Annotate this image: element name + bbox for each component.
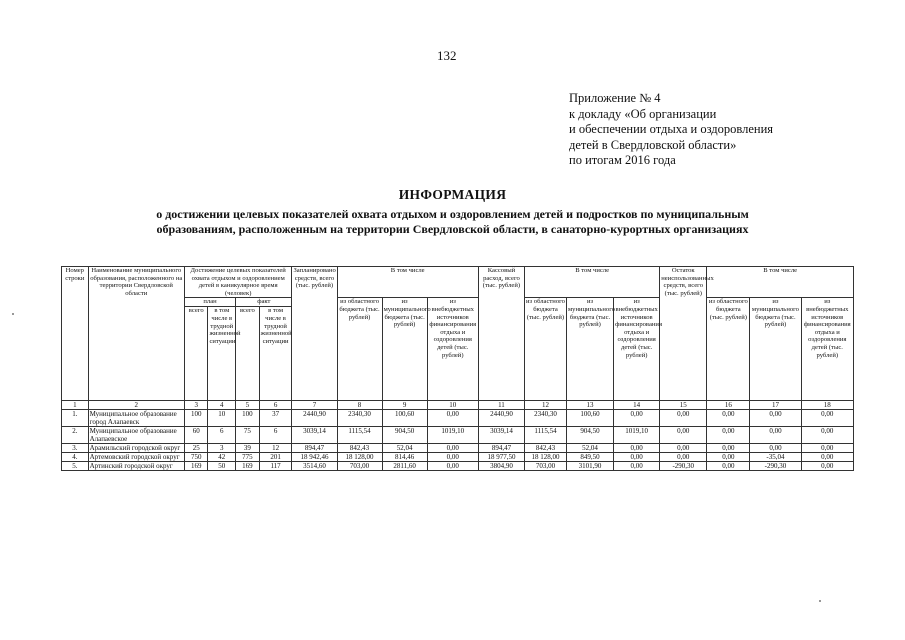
header-cr-regional: из областного бюджета (тыс. рублей) <box>524 298 566 401</box>
header-cash: Кассовый расход, всего (тыс. рублей) <box>478 267 524 401</box>
value-cell: -290,30 <box>660 462 707 471</box>
value-cell: 6 <box>259 427 292 444</box>
column-number: 13 <box>566 401 613 410</box>
value-cell: 18 128,00 <box>524 453 566 462</box>
value-cell: 0,00 <box>660 427 707 444</box>
value-cell: 25 <box>184 444 208 453</box>
table-body <box>62 410 854 471</box>
value-cell: 0,00 <box>660 444 707 453</box>
value-cell: 842,43 <box>524 444 566 453</box>
column-number: 11 <box>478 401 524 410</box>
appendix-line: и обеспечении отдыха и оздоровления <box>569 122 774 136</box>
appendix-line: Приложение № 4 <box>569 91 661 105</box>
value-cell: 814,46 <box>382 453 427 462</box>
column-number: 6 <box>259 401 292 410</box>
value-cell: 3804,90 <box>478 462 524 471</box>
value-cell: 1019,10 <box>427 427 478 444</box>
appendix-line: к докладу «Об организации <box>569 106 717 121</box>
value-cell: 18 942,46 <box>292 453 337 462</box>
header-pf-extra: из внебюджетных источников финансирования отдыха и оздоровления детей (тыс. рублей) <box>427 298 478 401</box>
value-cell: 0,00 <box>801 427 853 444</box>
value-cell: 0,00 <box>427 410 478 427</box>
value-cell: 894,47 <box>478 444 524 453</box>
value-cell: 894,47 <box>292 444 337 453</box>
value-cell: 169 <box>236 462 260 471</box>
header-fact-total: всего <box>236 307 260 401</box>
value-cell: 0,00 <box>660 410 707 427</box>
value-cell: 0,00 <box>801 462 853 471</box>
value-cell: 3514,60 <box>292 462 337 471</box>
value-cell: 1019,10 <box>614 427 660 444</box>
value-cell: 3 <box>208 444 236 453</box>
column-number: 5 <box>236 401 260 410</box>
value-cell: 39 <box>236 444 260 453</box>
value-cell: 169 <box>184 462 208 471</box>
header-name: Наименование муниципального образования, расположенного на территории Свердловской области <box>88 267 184 401</box>
header-planned-funds: Запланировано средств, всего (тыс. рублей) <box>292 267 337 401</box>
row-number-cell: 5. <box>62 462 89 471</box>
value-cell: 42 <box>208 453 236 462</box>
value-cell: 0,00 <box>427 462 478 471</box>
column-number: 2 <box>88 401 184 410</box>
row-number-cell: 4. <box>62 453 89 462</box>
subtitle-line: образованиям, расположенным на территории Свердловской области, в санаторно-курортных организациях <box>156 222 749 236</box>
value-cell: 0,00 <box>660 453 707 462</box>
value-cell: 0,00 <box>614 462 660 471</box>
table-row <box>62 444 854 453</box>
value-cell: 0,00 <box>750 427 801 444</box>
table-row <box>62 453 854 462</box>
column-number: 4 <box>208 401 236 410</box>
column-number: 17 <box>750 401 801 410</box>
value-cell: 2440,90 <box>292 410 337 427</box>
value-cell: 6 <box>208 427 236 444</box>
row-number-cell: 2. <box>62 427 89 444</box>
value-cell: 0,00 <box>427 444 478 453</box>
column-number: 9 <box>382 401 427 410</box>
value-cell: 842,43 <box>337 444 382 453</box>
column-number: 14 <box>614 401 660 410</box>
value-cell: 0,00 <box>614 444 660 453</box>
value-cell: 3039,14 <box>292 427 337 444</box>
data-table <box>61 266 854 471</box>
column-number: 12 <box>524 401 566 410</box>
value-cell: 0,00 <box>614 453 660 462</box>
row-number-cell: 1. <box>62 410 89 427</box>
value-cell: 0,00 <box>707 462 750 471</box>
value-cell: 100 <box>184 410 208 427</box>
column-number: 10 <box>427 401 478 410</box>
header-cr-extra: из внебюджетных источников финансирования отдыха и оздоровления детей (тыс. рублей) <box>614 298 660 401</box>
value-cell: 18 977,50 <box>478 453 524 462</box>
value-cell: 2340,30 <box>524 410 566 427</box>
value-cell: 849,50 <box>566 453 613 462</box>
value-cell: 2340,30 <box>337 410 382 427</box>
column-number: 7 <box>292 401 337 410</box>
value-cell: 750 <box>184 453 208 462</box>
value-cell: 1115,54 <box>524 427 566 444</box>
header-fact: факт <box>236 298 292 307</box>
value-cell: 52,04 <box>566 444 613 453</box>
value-cell: 18 128,00 <box>337 453 382 462</box>
value-cell: 2811,60 <box>382 462 427 471</box>
value-cell: 0,00 <box>707 444 750 453</box>
value-cell: 0,00 <box>614 410 660 427</box>
value-cell: 100 <box>236 410 260 427</box>
header-incl-1: В том числе <box>337 267 478 298</box>
value-cell: 775 <box>236 453 260 462</box>
value-cell: 3039,14 <box>478 427 524 444</box>
header-plan: план <box>184 298 235 307</box>
header-incl-2: В том числе <box>524 267 659 298</box>
value-cell: 0,00 <box>427 453 478 462</box>
value-cell: 117 <box>259 462 292 471</box>
row-number-cell: 3. <box>62 444 89 453</box>
value-cell: 50 <box>208 462 236 471</box>
municipality-name-cell: Муниципальное образование город Алапаевск <box>88 410 184 427</box>
header-plan-difficult: в том числе в трудной жизненной ситуации <box>208 307 236 401</box>
document-title: ИНФОРМАЦИЯ <box>398 187 507 202</box>
value-cell: 0,00 <box>750 410 801 427</box>
municipality-name-cell: Арамильский городской округ <box>88 444 184 453</box>
scan-speck <box>819 600 821 602</box>
value-cell: 0,00 <box>707 427 750 444</box>
header-rm-regional: из областного бюджета (тыс. рублей) <box>707 298 750 401</box>
header-rm-municipal: из муниципального бюджета (тыс. рублей) <box>750 298 801 401</box>
municipality-name-cell: Артемовский городской округ <box>88 453 184 462</box>
value-cell: 703,00 <box>337 462 382 471</box>
value-cell: 0,00 <box>707 453 750 462</box>
document-subtitle <box>40 207 865 237</box>
header-remainder: Остаток неиспользованных средств, всего (тыс. рублей) <box>660 267 707 401</box>
subtitle-line: о достижении целевых показателей охвата отдыхом и оздоровлением детей и подростков по муниципальным <box>156 207 749 221</box>
table-row <box>62 410 854 427</box>
appendix-line: по итогам 2016 года <box>569 153 676 167</box>
column-number: 18 <box>801 401 853 410</box>
value-cell: -290,30 <box>750 462 801 471</box>
value-cell: 52,04 <box>382 444 427 453</box>
value-cell: 201 <box>259 453 292 462</box>
value-cell: 0,00 <box>750 444 801 453</box>
header-plan-total: всего <box>184 307 208 401</box>
value-cell: 12 <box>259 444 292 453</box>
value-cell: 904,50 <box>566 427 613 444</box>
value-cell: 0,00 <box>801 444 853 453</box>
appendix-note <box>569 91 773 169</box>
value-cell: 1115,54 <box>337 427 382 444</box>
scan-speck <box>12 313 14 315</box>
value-cell: 37 <box>259 410 292 427</box>
municipality-name-cell: Муниципальное образование Алапаевское <box>88 427 184 444</box>
column-numbers-row <box>62 401 854 410</box>
column-number: 15 <box>660 401 707 410</box>
table-row <box>62 427 854 444</box>
header-pf-regional: из областного бюджета (тыс. рублей) <box>337 298 382 401</box>
value-cell: 703,00 <box>524 462 566 471</box>
value-cell: 60 <box>184 427 208 444</box>
page-number: 132 <box>437 48 457 63</box>
value-cell: 10 <box>208 410 236 427</box>
value-cell: -35,04 <box>750 453 801 462</box>
header-fact-difficult: в том числе в трудной жизненной ситуации <box>259 307 292 401</box>
value-cell: 100,60 <box>566 410 613 427</box>
value-cell: 0,00 <box>707 410 750 427</box>
value-cell: 904,50 <box>382 427 427 444</box>
value-cell: 0,00 <box>801 410 853 427</box>
column-number: 8 <box>337 401 382 410</box>
municipality-name-cell: Артинский городской округ <box>88 462 184 471</box>
value-cell: 3101,90 <box>566 462 613 471</box>
column-number: 3 <box>184 401 208 410</box>
header-rm-extra: из внебюджетных источников финансирования отдыха и оздоровления детей (тыс. рублей) <box>801 298 853 401</box>
value-cell: 2440,90 <box>478 410 524 427</box>
column-number: 16 <box>707 401 750 410</box>
header-achievement: Достижение целевых показателей охвата отдыхом и оздоровлением детей в каникулярное время (человек) <box>184 267 292 298</box>
header-pf-municipal: из муниципального бюджета (тыс. рублей) <box>382 298 427 401</box>
value-cell: 75 <box>236 427 260 444</box>
value-cell: 0,00 <box>801 453 853 462</box>
column-number: 1 <box>62 401 89 410</box>
value-cell: 100,60 <box>382 410 427 427</box>
header-incl-3: В том числе <box>707 267 854 298</box>
header-row-no: Номер строки <box>62 267 89 401</box>
header-cr-municipal: из муниципального бюджета (тыс. рублей) <box>566 298 613 401</box>
appendix-line: детей в Свердловской области» <box>569 137 737 152</box>
table-row <box>62 462 854 471</box>
